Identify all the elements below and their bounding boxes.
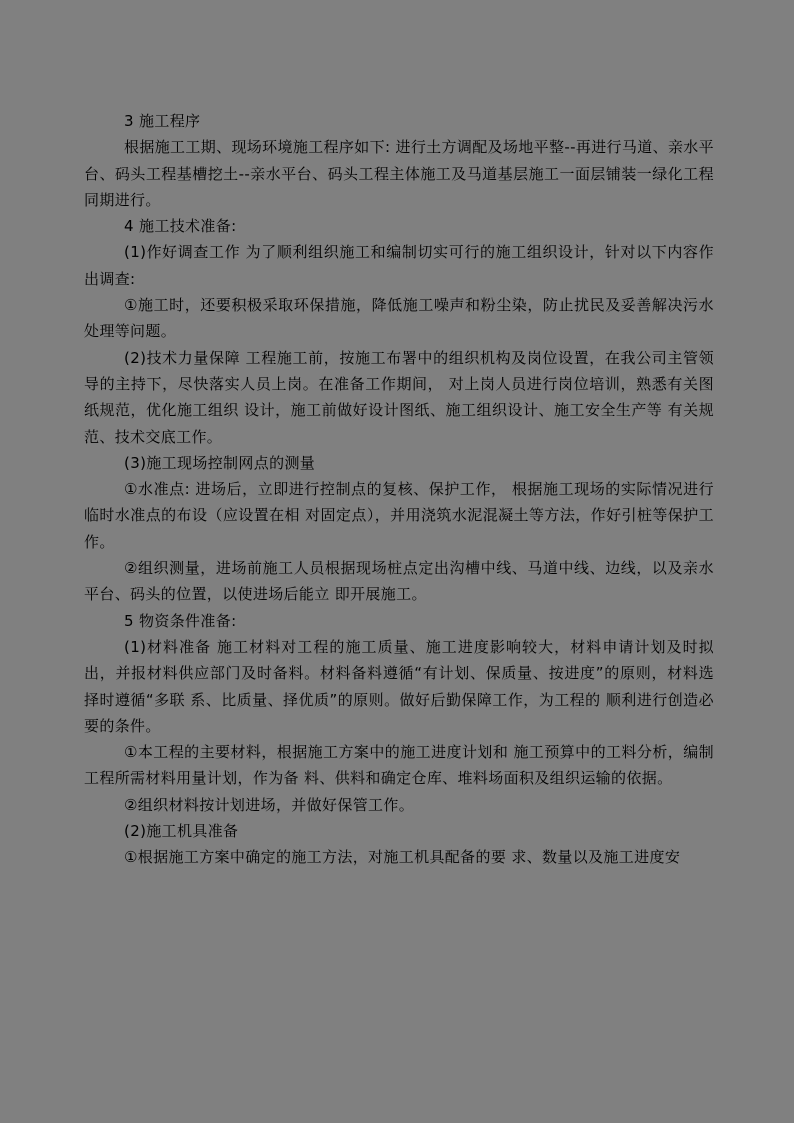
paragraph-investigation: (1)作好调查工作 为了顺利组织施工和编制切实可行的施工组织设计，针对以下内容作出调查: xyxy=(84,243,714,288)
paragraph-benchmark: ①水准点: 进场后，立即进行控制点的复核、保护工作， 根据施工现场的实际情况进行临时水准点的布设（应设置在相 对固定点），并用浇筑水泥混凝土等方法，作好引桩等保护工 作。 xyxy=(84,480,714,551)
paragraph-material-storage: ②组织材料按计划进场，并做好保管工作。 xyxy=(124,795,415,814)
document-body xyxy=(84,108,714,871)
heading-technical-preparation: 4 施工技术准备: xyxy=(124,217,237,236)
heading-construction-sequence: 3 施工程序 xyxy=(124,112,201,130)
paragraph-environmental-measures: ①施工时，还要积极采取环保措施，降低施工噪声和粉尘染，防止扰民及妥善解决污水处理等问题。 xyxy=(84,296,714,341)
paragraph-construction-sequence: 根据施工工期、现场环境施工程序如下: 进行土方调配及场地平整--再进行马道、亲水平台、码头工程基槽挖土--亲水平台、码头工程主体施工及马道基层施工一面层铺装一绿化工程同期进行。 xyxy=(84,138,715,209)
subheading-survey-control: (3)施工现场控制网点的测量 xyxy=(124,453,316,472)
paragraph-material-supply: (1)材料准备 施工材料对工程的施工质量、施工进度影响较大，材料申请计划及时拟出，并报材料供应部门及时备料。材料备料遵循“有计划、保质量、按进度”的原则，材料选择时遵循“多联 系、比质量、择优质”的原则。做好后勤保障工作，为工程的 顺利进行创造必要的条件。 xyxy=(84,637,714,735)
paragraph-material-plan: ①本工程的主要材料，根据施工方案中的施工进度计划和 施工预算中的工料分析，编制工程所需材料用量计划，作为备 料、供料和确定仓库、堆料场面积及组织运输的依据。 xyxy=(84,743,714,788)
paragraph-equipment-plan: ①根据施工方案中确定的施工方法，对施工机具配备的要 求、数量以及施工进度安 xyxy=(124,848,681,867)
paragraph-survey-organization: ②组织测量，进场前施工人员根据现场桩点定出沟槽中线、马道中线、边线，以及亲水平台、码头的位置，以使进场后能立 即开展施工。 xyxy=(84,559,714,604)
heading-material-preparation: 5 物资条件准备: xyxy=(124,611,237,630)
subheading-equipment-preparation: (2)施工机具准备 xyxy=(124,822,239,841)
paragraph-technical-staffing: (2)技术力量保障 工程施工前，按施工布署中的组织机构及岗位设置，在我公司主管领导的主持下，尽快落实人员上岗。在准备工作期间， 对上岗人员进行岗位培训，熟悉有关图纸规范，优化施工组织 设计，施工前做好设计图纸、施工组织设计、施工安全生产等 有关规范、技术交底工作。 xyxy=(84,348,714,446)
